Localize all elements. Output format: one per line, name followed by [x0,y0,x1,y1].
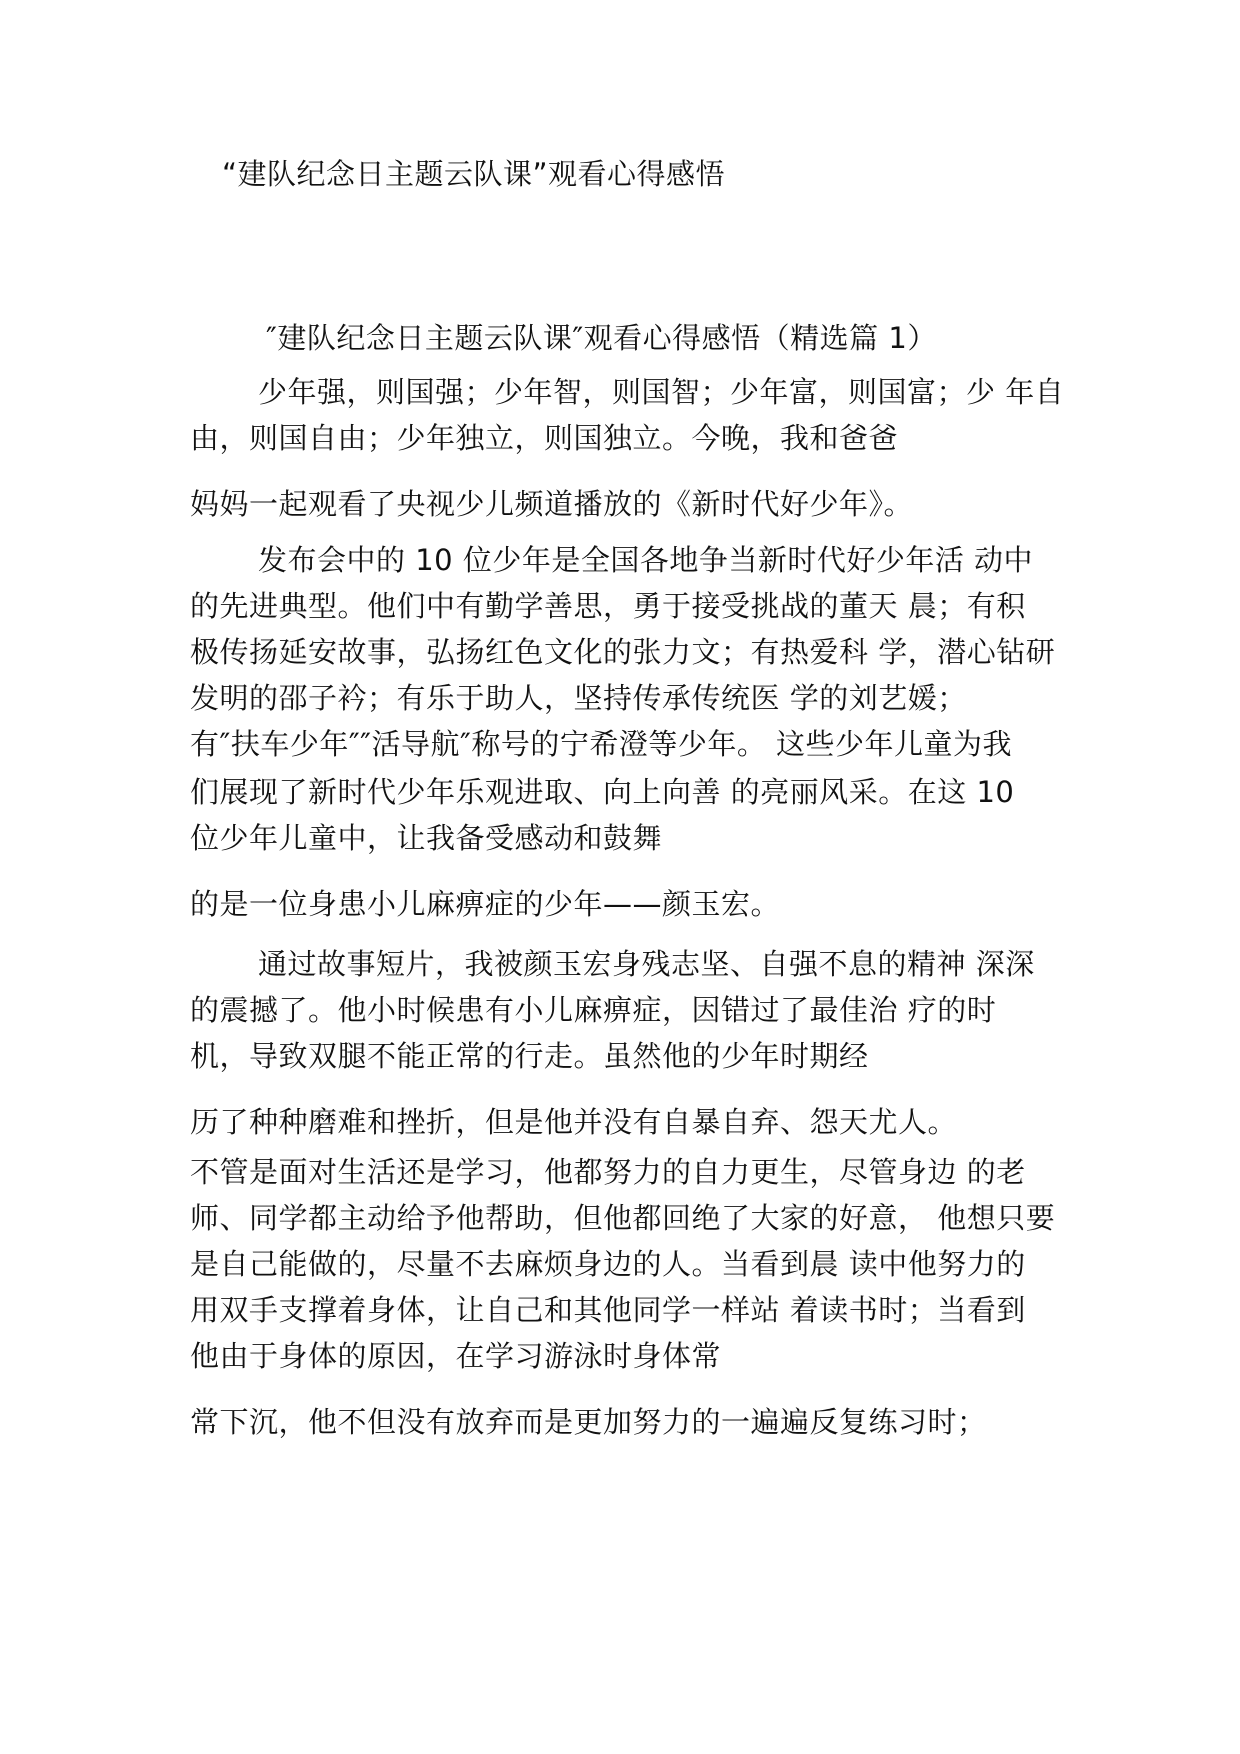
paragraph-line: 不管是面对生活还是学习，他都努力的自力更生，尽管身边 的老 [190,1155,1026,1189]
paragraph-line: 少年强，则国强；少年智，则国智；少年富，则国富；少 年自 [258,375,1065,409]
paragraph-line: 极传扬延安故事，弘扬红色文化的张力文；有热爱科 学，潜心钻研 [190,635,1056,669]
paragraph-line: 通过故事短片，我被颜玉宏身残志坚、自强不息的精神 深深 [258,947,1035,981]
paragraph-line: 用双手支撑着身体，让自己和其他同学一样站 着读书时；当看到 [190,1293,1026,1327]
document-subtitle: ″建队纪念日主题云队课″观看心得感悟（精选篇 1） [266,321,937,355]
paragraph-line: 常下沉，他不但没有放弃而是更加努力的一遍遍反复练习时； [190,1405,987,1439]
paragraph-line: 师、同学都主动给予他帮助，但他都回绝了大家的好意， 他想只要 [190,1201,1056,1235]
paragraph-line: 的先进典型。他们中有勤学善思，勇于接受挑战的董天 晨；有积 [190,589,1026,623]
paragraph-line: 机，导致双腿不能正常的行走。虽然他的少年时期经 [190,1039,869,1073]
paragraph-line: 他由于身体的原因，在学习游泳时身体常 [190,1339,722,1373]
paragraph-line: 们展现了新时代少年乐观进取、向上向善 的亮丽风采。在这 10 [190,775,1015,809]
paragraph-line: 发明的邵子衿；有乐于助人，坚持传承传统医 学的刘艺媛； [190,681,967,715]
paragraph-line: 妈妈一起观看了央视少儿频道播放的《新时代好少年》。 [190,487,914,521]
paragraph-line: 位少年儿童中，让我备受感动和鼓舞 [190,821,663,855]
paragraph-line: 有″扶车少年″″活导航″称号的宁希澄等少年。 这些少年儿童为我 [190,727,1013,761]
paragraph-line: 是自己能做的，尽量不去麻烦身边的人。当看到晨 读中他努力的 [190,1247,1026,1281]
paragraph-line: 的是一位身患小儿麻痹症的少年——颜玉宏。 [190,887,781,921]
document-title: “建队纪念日主题云队课”观看心得感悟 [222,157,726,191]
paragraph-line: 的震撼了。他小时候患有小儿麻痹症，因错过了最佳治 疗的时 [190,993,997,1027]
paragraph-line: 历了种种磨难和挫折，但是他并没有自暴自弃、怨天尤人。 [190,1105,958,1139]
paragraph-line: 发布会中的 10 位少年是全国各地争当新时代好少年活 动中 [258,543,1034,577]
paragraph-line: 由，则国自由；少年独立，则国独立。今晚，我和爸爸 [190,421,899,455]
